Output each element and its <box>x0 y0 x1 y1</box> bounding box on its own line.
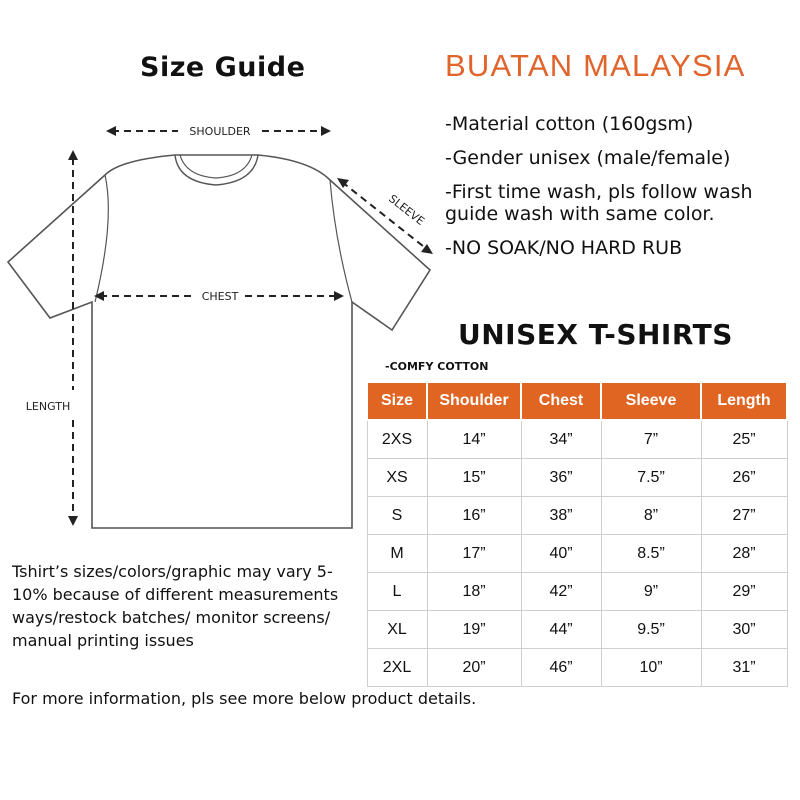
header-chest: Chest <box>521 382 601 420</box>
cell-length: 28” <box>701 535 787 573</box>
cell-chest: 36” <box>521 459 601 497</box>
cell-shoulder: 20” <box>427 649 521 687</box>
cell-chest: 38” <box>521 497 601 535</box>
table-subtitle: -COMFY COTTON <box>385 360 489 373</box>
table-row <box>367 497 787 535</box>
feature-no-soak: -NO SOAK/NO HARD RUB <box>445 237 683 259</box>
cell-chest: 42” <box>521 573 601 611</box>
size-chart-table <box>366 381 788 687</box>
size-guide-title: Size Guide <box>140 52 306 83</box>
header-shoulder: Shoulder <box>427 382 521 420</box>
cell-size: 2XS <box>367 420 427 459</box>
cell-size: 2XL <box>367 649 427 687</box>
table-row <box>367 420 787 459</box>
table-row <box>367 649 787 687</box>
cell-size: XL <box>367 611 427 649</box>
cell-sleeve: 9” <box>601 573 701 611</box>
cell-chest: 40” <box>521 535 601 573</box>
cell-shoulder: 18” <box>427 573 521 611</box>
cell-chest: 46” <box>521 649 601 687</box>
cell-size: L <box>367 573 427 611</box>
sleeve-measure <box>337 178 433 254</box>
cell-sleeve: 8.5” <box>601 535 701 573</box>
table-row <box>367 611 787 649</box>
feature-wash: -First time wash, pls follow wash guide wash with same color. <box>445 181 753 225</box>
disclaimer-text: Tshirt’s sizes/colors/graphic may vary 5-10% because of different measurements ways/restock batches/ monitor screens/ manual printing issues <box>12 562 339 650</box>
cell-shoulder: 16” <box>427 497 521 535</box>
feature-material: -Material cotton (160gsm) <box>445 113 694 135</box>
cell-size: M <box>367 535 427 573</box>
sleeve-label: SLEEVE <box>386 192 427 228</box>
header-sleeve: Sleeve <box>601 382 701 420</box>
feature-list <box>445 113 795 271</box>
chest-measure <box>94 290 344 303</box>
shoulder-measure <box>106 125 331 138</box>
brand-title: BUATAN MALAYSIA <box>445 48 746 83</box>
cell-sleeve: 8” <box>601 497 701 535</box>
cell-length: 30” <box>701 611 787 649</box>
header-length: Length <box>701 382 787 420</box>
cell-length: 27” <box>701 497 787 535</box>
cell-sleeve: 7” <box>601 420 701 459</box>
shoulder-label: SHOULDER <box>189 125 251 138</box>
length-label: LENGTH <box>25 400 71 413</box>
cell-length: 29” <box>701 573 787 611</box>
cell-shoulder: 17” <box>427 535 521 573</box>
table-title: UNISEX T-SHIRTS <box>458 318 733 351</box>
cell-chest: 34” <box>521 420 601 459</box>
cell-shoulder: 14” <box>427 420 521 459</box>
cell-shoulder: 19” <box>427 611 521 649</box>
collar-outer <box>175 155 258 185</box>
cell-length: 31” <box>701 649 787 687</box>
table-row <box>367 573 787 611</box>
cell-sleeve: 10” <box>601 649 701 687</box>
collar-inner <box>180 155 252 178</box>
cell-length: 25” <box>701 420 787 459</box>
cell-chest: 44” <box>521 611 601 649</box>
header-size: Size <box>367 382 427 420</box>
cell-size: XS <box>367 459 427 497</box>
chest-label: CHEST <box>201 290 239 303</box>
cell-sleeve: 9.5” <box>601 611 701 649</box>
table-row <box>367 459 787 497</box>
more-info-text: For more information, pls see more below product details. <box>12 689 477 708</box>
cell-length: 26” <box>701 459 787 497</box>
feature-gender: -Gender unisex (male/female) <box>445 147 731 169</box>
table-header-row <box>367 382 787 420</box>
cell-shoulder: 15” <box>427 459 521 497</box>
cell-size: S <box>367 497 427 535</box>
cell-sleeve: 7.5” <box>601 459 701 497</box>
table-row <box>367 535 787 573</box>
